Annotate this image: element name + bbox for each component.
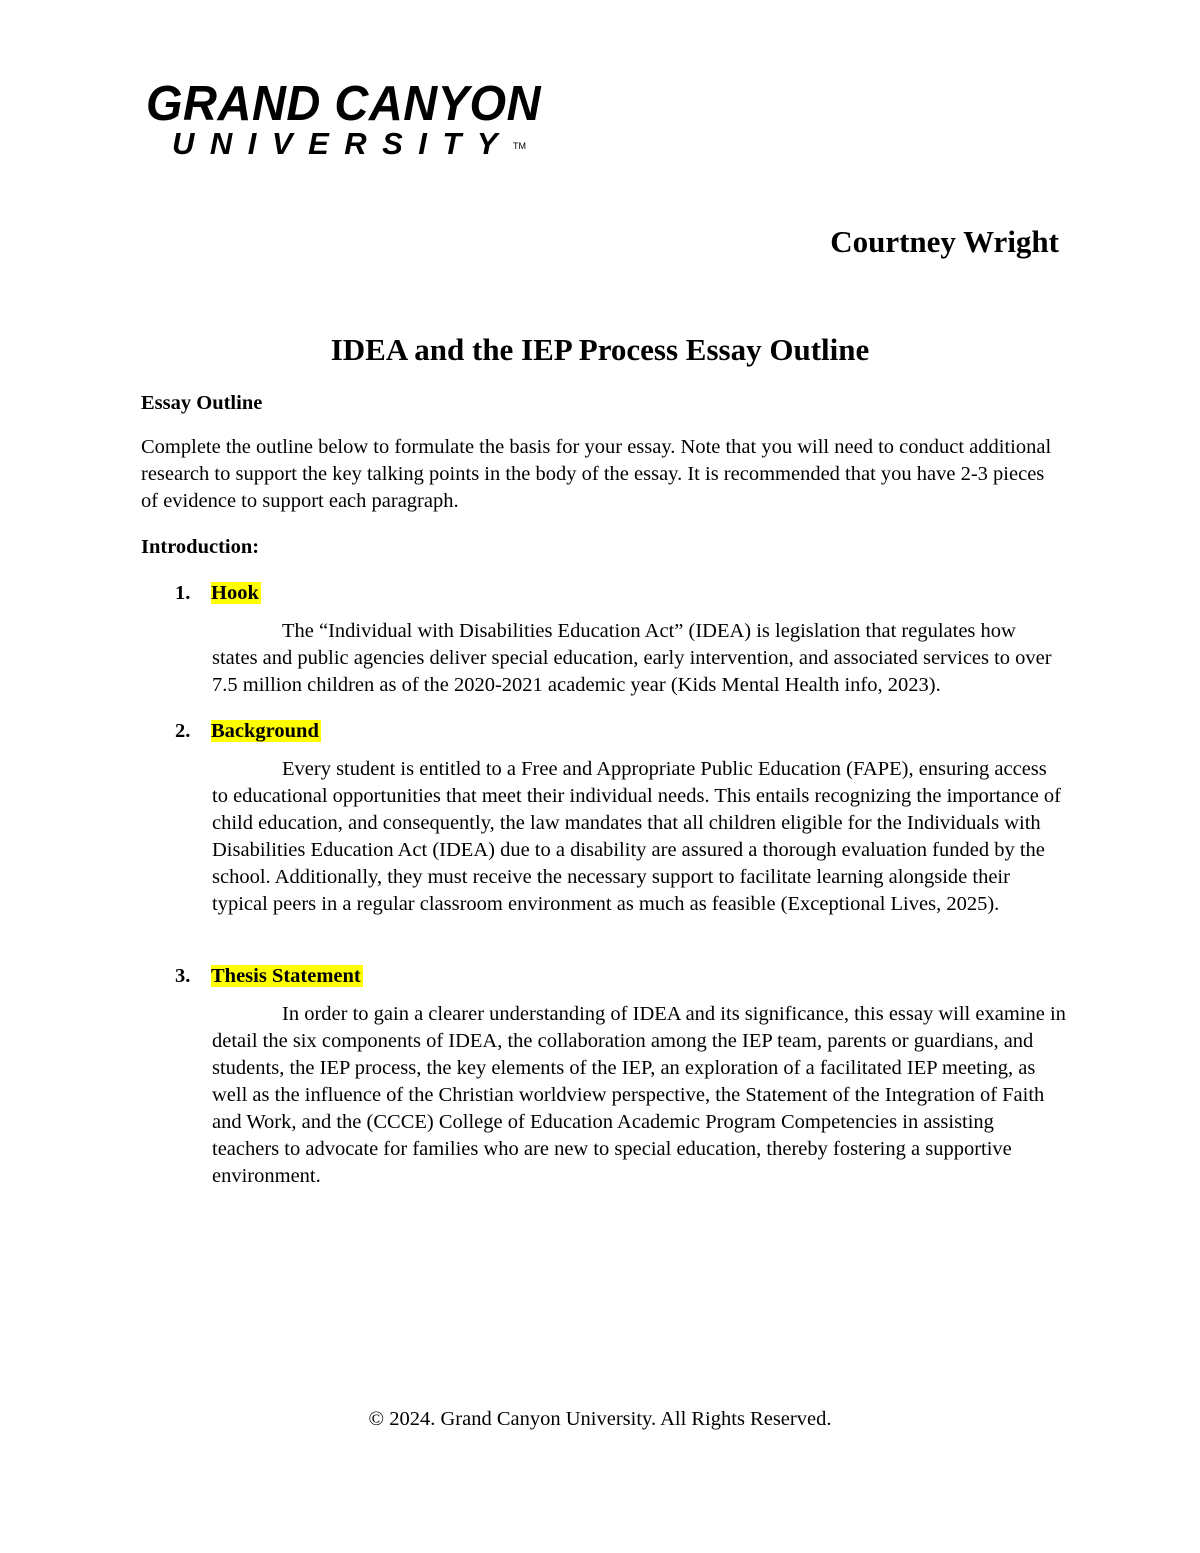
outline-item-text: In order to gain a clearer understanding of IDEA and its significance, this essay will examine in detail the six components of IDEA, the collaboration among the IEP team, parents or guardians, and students, the IEP process, the key elements of the IEP, an exploration of a facilitated IEP meeting, as well as the influence of the Christian worldview perspective, the Statement of the Integration of Faith and Work, and the (CCCE) College of Education Academic Program Competencies in assisting teachers to advocate for families who are new to special education, thereby fostering a supportive environment.	[212, 1003, 1066, 1187]
logo-wordmark-bottom	[172, 126, 556, 162]
outline-item-number: 3.	[175, 965, 191, 987]
outline-item-number: 2.	[175, 720, 191, 742]
logo-wordmark-bottom-text: UNIVERSITY	[172, 126, 514, 161]
introduction-heading: Introduction:	[141, 536, 260, 558]
outline-item-number: 1.	[175, 582, 191, 604]
outline-item-hook	[141, 580, 1066, 699]
essay-outline-heading: Essay Outline	[141, 392, 263, 414]
trademark-mark: TM	[513, 141, 527, 151]
logo-wordmark-top: GRAND CANYON	[146, 74, 542, 131]
outline-item-text: The “Individual with Disabilities Education Act” (IDEA) is legislation that regulates how states and public agencies deliver special education, early intervention, and associated services to over 7.5 million children as of the 2020-2021 academic year (Kids Mental Health info, 2023).	[212, 620, 1052, 696]
outline-item-heading	[175, 580, 1066, 607]
outline-item-text: Every student is entitled to a Free and Appropriate Public Education (FAPE), ensuring access to educational opportunities that meet their individual needs. This entails recognizing the importance of child education, and consequently, the law mandates that all children eligible for the Individuals with Disabilities Education Act (IDEA) due to a disability are assured a thorough evaluation funded by the school. Additionally, they must receive the necessary support to facilitate learning alongside their typical peers in a regular classroom environment as much as feasible (Exceptional Lives, 2025).	[212, 758, 1061, 915]
document-title: IDEA and the IEP Process Essay Outline	[330, 332, 870, 367]
outline-item-thesis	[141, 963, 1066, 1190]
university-logo	[146, 74, 556, 162]
highlighted-label: Hook	[211, 582, 259, 604]
copyright-footer: © 2024. Grand Canyon University. All Rights Reserved.	[368, 1408, 832, 1430]
highlighted-label: Thesis Statement	[211, 965, 361, 987]
outline-item-heading	[175, 718, 1066, 745]
author-name: Courtney Wright	[830, 224, 1059, 259]
instructions-paragraph: Complete the outline below to formulate the basis for your essay. Note that you will need to conduct additional research to support the key talking points in the body of the essay. It is recommended that you have 2-3 pieces of evidence to support each paragraph.	[141, 436, 1052, 512]
document-body	[141, 390, 1066, 1190]
outline-item-heading	[175, 963, 1066, 990]
highlighted-label: Background	[211, 720, 319, 742]
outline-item-background	[141, 718, 1066, 918]
